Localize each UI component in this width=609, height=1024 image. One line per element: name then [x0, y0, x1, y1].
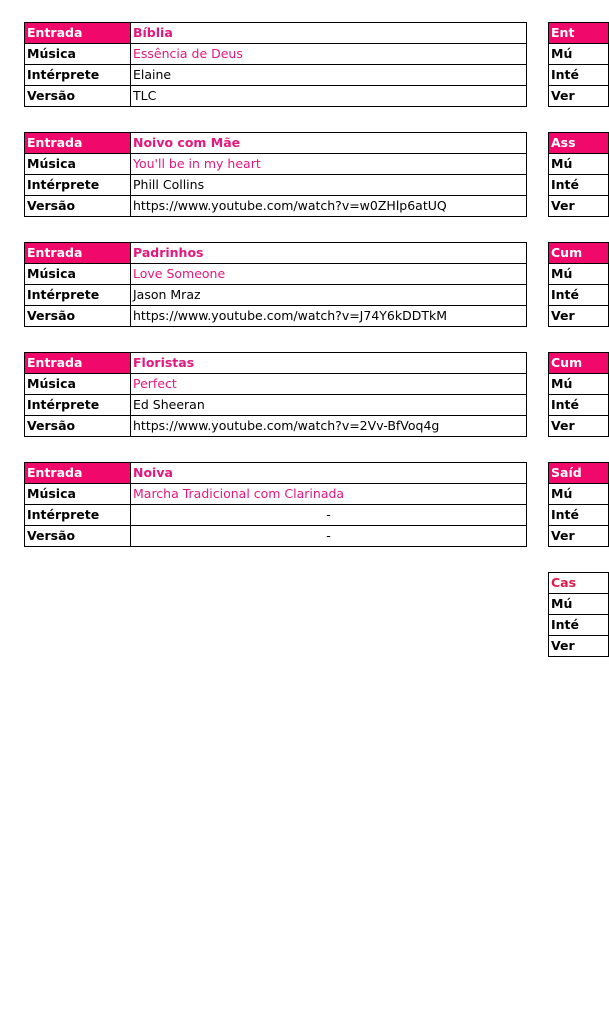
entry-label: Ent	[549, 23, 609, 44]
version-label: Versão	[25, 196, 131, 217]
artist-label: Inté	[549, 615, 609, 636]
version-value: -	[131, 526, 527, 547]
version-link[interactable]: https://www.youtube.com/watch?v=2Vv-BfVoq4g	[131, 416, 527, 437]
song-label: Música	[25, 374, 131, 395]
artist-value: -	[131, 505, 527, 526]
version-label: Ver	[549, 306, 609, 327]
artist-label: Inté	[549, 285, 609, 306]
artist-label: Intérprete	[25, 65, 131, 86]
entry-label: Entrada	[25, 133, 131, 154]
entry-label: Entrada	[25, 463, 131, 484]
artist-value: Ed Sheeran	[131, 395, 527, 416]
song-value: Love Someone	[131, 264, 527, 285]
artist-label: Inté	[549, 395, 609, 416]
version-label: Ver	[549, 636, 609, 657]
entry-label: Cas	[549, 573, 609, 594]
entry-value: Floristas	[131, 353, 527, 374]
song-label: Música	[25, 484, 131, 505]
version-label: Versão	[25, 86, 131, 107]
song-value: Essência de Deus	[131, 44, 527, 65]
entry-label: Ass	[549, 133, 609, 154]
entry-label: Entrada	[25, 23, 131, 44]
song-block-right-2	[548, 132, 609, 217]
entry-label: Entrada	[25, 353, 131, 374]
artist-label: Intérprete	[25, 285, 131, 306]
song-label: Música	[25, 264, 131, 285]
song-block-right-1	[548, 22, 609, 107]
entry-label: Saíd	[549, 463, 609, 484]
artist-value: Jason Mraz	[131, 285, 527, 306]
song-label: Mú	[549, 154, 609, 175]
song-block-floristas	[24, 352, 527, 437]
song-block-noivo-com-mae	[24, 132, 527, 217]
song-label: Mú	[549, 594, 609, 615]
song-label: Mú	[549, 44, 609, 65]
artist-label: Inté	[549, 65, 609, 86]
version-label: Versão	[25, 526, 131, 547]
version-label: Ver	[549, 416, 609, 437]
artist-label: Intérprete	[25, 395, 131, 416]
version-label: Versão	[25, 416, 131, 437]
song-value: Perfect	[131, 374, 527, 395]
artist-label: Intérprete	[25, 505, 131, 526]
song-label: Música	[25, 44, 131, 65]
song-block-right-4	[548, 352, 609, 437]
entry-value: Padrinhos	[131, 243, 527, 264]
artist-label: Inté	[549, 505, 609, 526]
song-block-padrinhos	[24, 242, 527, 327]
song-label: Mú	[549, 484, 609, 505]
version-label: Ver	[549, 86, 609, 107]
song-value: You'll be in my heart	[131, 154, 527, 175]
version-label: Ver	[549, 196, 609, 217]
artist-value: Phill Collins	[131, 175, 527, 196]
song-label: Mú	[549, 374, 609, 395]
artist-label: Intérprete	[25, 175, 131, 196]
entry-label: Cum	[549, 243, 609, 264]
version-label: Versão	[25, 306, 131, 327]
version-value: TLC	[131, 86, 527, 107]
entry-value: Bíblia	[131, 23, 527, 44]
artist-value: Elaine	[131, 65, 527, 86]
entry-label: Entrada	[25, 243, 131, 264]
song-value: Marcha Tradicional com Clarinada	[131, 484, 527, 505]
entry-value: Noiva	[131, 463, 527, 484]
entry-value: Noivo com Mãe	[131, 133, 527, 154]
version-link[interactable]: https://www.youtube.com/watch?v=w0ZHlp6atUQ	[131, 196, 527, 217]
song-block-right-6	[548, 572, 609, 657]
song-label: Música	[25, 154, 131, 175]
version-label: Ver	[549, 526, 609, 547]
entry-label: Cum	[549, 353, 609, 374]
artist-label: Inté	[549, 175, 609, 196]
song-block-noiva	[24, 462, 527, 547]
song-block-right-3	[548, 242, 609, 327]
song-block-biblia	[24, 22, 527, 107]
song-label: Mú	[549, 264, 609, 285]
song-block-right-5	[548, 462, 609, 547]
version-link[interactable]: https://www.youtube.com/watch?v=J74Y6kDDTkM	[131, 306, 527, 327]
